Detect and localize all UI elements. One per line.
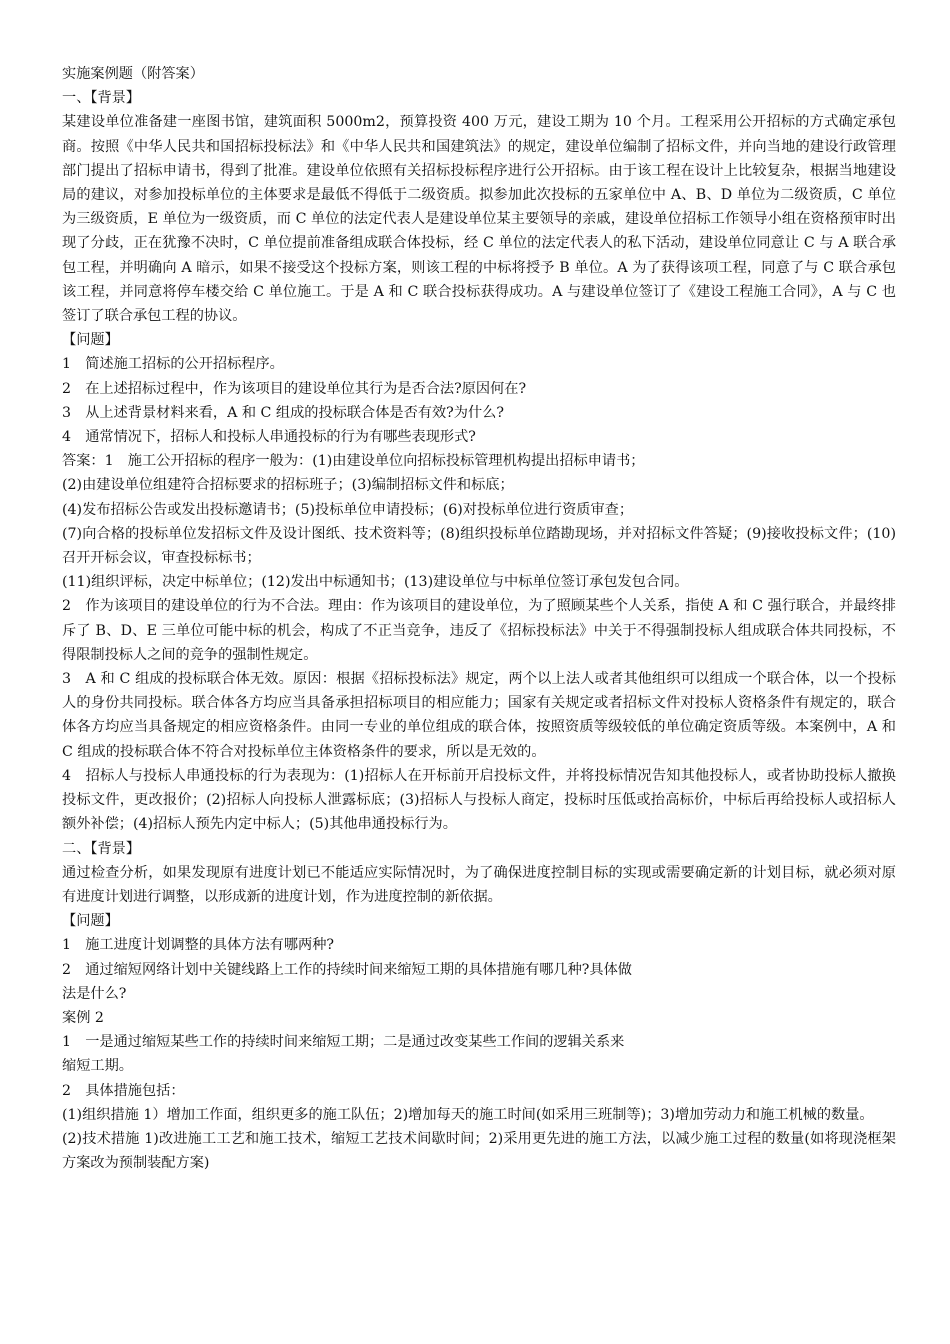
- case-2-answer-1: 1 一是通过缩短某些工作的持续时间来缩短工期；二是通过改变某些工作间的逻辑关系来: [62, 1034, 625, 1051]
- case-2-heading: 案例 2: [62, 1009, 104, 1026]
- document-title: 实施案例题（附答案）: [62, 66, 204, 82]
- answer-2: 2 作为该项目的建设单位的行为不合法。理由：作为该项目的建设单位，为了照顾某些个人关系，指使 A 和 C 强行联合，并最终排斥了 B、D、E 三单位可能中标的机会，构成了不正当竞争，违反了《招标投标法》中关于不得强制投标人组成联合体共同投标，不得限制投标人之间的竞争的强制性规定。: [62, 598, 896, 663]
- question-2-2: 2 通过缩短网络计划中关键线路上工作的持续时间来缩短工期的具体措施有哪几种?具体做: [62, 961, 632, 978]
- questions-heading-2: 【问题】: [62, 913, 119, 930]
- answer-1-step-2-3: (2)由建设单位组建符合招标要求的招标班子；(3)编制招标文件和标底；: [62, 477, 514, 494]
- document-page: [62, 62, 896, 1175]
- background-paragraph-2: 通过检查分析，如果发现原有进度计划已不能适应实际情况时，为了确保进度控制目标的实现或需要确定新的计划目标，就必须对原有进度计划进行调整，以形成新的进度计划，作为进度控制的新依据。: [62, 864, 896, 905]
- case-2-answer-1-cont: 缩短工期。: [62, 1058, 133, 1075]
- questions-heading-1: 【问题】: [62, 332, 119, 349]
- answer-1-step-11-13: (11)组织评标，决定中标单位；(12)发出中标通知书；(13)建设单位与中标单位签订承包发包合同。: [62, 574, 689, 591]
- answer-1-step-7-10: (7)向合格的投标单位发招标文件及设计图纸、技术资料等；(8)组织投标单位踏勘现场，并对招标文件答疑；(9)接收投标文件；(10)召开开标会议，审查投标标书；: [62, 525, 896, 567]
- question-2-2-cont: 法是什么?: [62, 985, 127, 1002]
- question-1-4: 4 通常情况下，招标人和投标人串通投标的行为有哪些表现形式?: [62, 429, 476, 446]
- answer-1-step-4-6: (4)发布招标公告或发出投标邀请书；(5)投标单位申请投标；(6)对投标单位进行资质审查；: [62, 501, 634, 518]
- section-heading-1: 一、【背景】: [62, 90, 141, 107]
- answer-3: 3 A 和 C 组成的投标联合体无效。原因：根据《招标投标法》规定，两个以上法人或者其他组织可以组成一个联合体，以一个投标人的身份共同投标。联合体各方均应当具备承担招标项目的相应能力；国家有关规定或者招标文件对投标人资格条件有规定的，联合体各方均应当具备规定的相应资格条件。由同一专业的单位组成的联合体，按照资质等级较低的单位确定资质等级。本案例中，A 和 C 组成的投标联合体不符合对投标单位主体资格条件的要求，所以是无效的。: [62, 671, 896, 760]
- section-heading-2: 二、【背景】: [62, 840, 141, 857]
- background-paragraph-1: 某建设单位准备建一座图书馆，建筑面积 5000m2，预算投资 400 万元，建设工期为 10 个月。工程采用公开招标的方式确定承包商。按照《中华人民共和国招标投标法》和《中华人民共和国建筑法》的规定，建设单位编制了招标文件，并向当地的建设行政管理部门提出了招标申请书，得到了批准。建设单位依照有关招标投标程序进行公开招标。由于该工程在设计上比较复杂，根据当地建设局的建议，对参加投标单位的主体要求是最低不得低于二级资质。拟参加此次投标的五家单位中 A、B、D 单位为二级资质，C 单位为三级资质，E 单位为一级资质，而 C 单位的法定代表人是建设单位某主要领导的亲戚，建设单位招标工作领导小组在资格预审时出现了分歧，正在犹豫不决时，C 单位提前准备组成联合体投标，经 C 单位的法定代表人的私下活动，建设单位同意让 C 与 A 联合承包工程，并明确向 A 暗示，如果不接受这个投标方案，则该工程的中标将授予 B 单位。A 为了获得该项工程，同意了与 C 联合承包该工程，并同意将停车楼交给 C 单位施工。于是 A 和 C 联合投标获得成功。A 与建设单位签订了《建设工程施工合同》，A 与 C 也签订了联合承包工程的协议。: [62, 114, 896, 325]
- question-1-3: 3 从上述背景材料来看，A 和 C 组成的投标联合体是否有效?为什么?: [62, 404, 504, 421]
- answer-4: 4 招标人与投标人串通投标的行为表现为：(1)招标人在开标前开启投标文件，并将投标情况告知其他投标人，或者协助投标人撤换投标文件，更改报价；(2)招标人向投标人泄露标底；(3)招标人与投标人商定，投标时压低或抬高标价，中标后再给投标人或招标人额外补偿；(4)招标人预先内定中标人；(5)其他串通投标行为。: [62, 767, 896, 833]
- answer-1-intro: 答案：1 施工公开招标的程序一般为：(1)由建设单位向招标投标管理机构提出招标申请书；: [62, 453, 645, 470]
- question-1-2: 2 在上述招标过程中，作为该项目的建设单位其行为是否合法?原因何在?: [62, 380, 527, 397]
- question-1-1: 1 简述施工招标的公开招标程序。: [62, 356, 284, 373]
- organizational-measures: (1)组织措施 1）增加工作面，组织更多的施工队伍；2)增加每天的施工时间(如采用三班制等)；3)增加劳动力和施工机械的数量。: [62, 1106, 874, 1123]
- question-2-1: 1 施工进度计划调整的具体方法有哪两种?: [62, 937, 335, 954]
- case-2-answer-2: 2 具体措施包括：: [62, 1082, 185, 1099]
- technical-measures: (2)技术措施 1)改进施工工艺和施工技术，缩短工艺技术间歇时间；2)采用更先进的施工方法，以减少施工过程的数量(如将现浇框架方案改为预制装配方案): [62, 1130, 896, 1172]
